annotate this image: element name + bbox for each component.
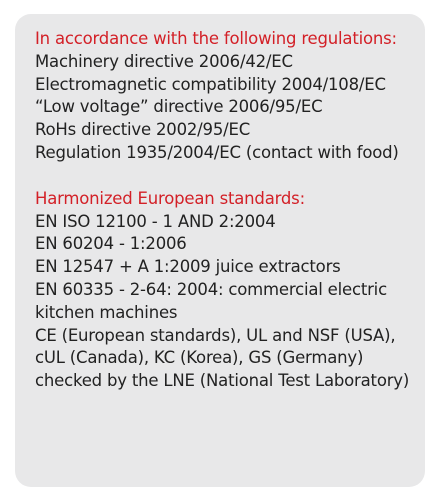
standards-card: [15, 14, 425, 487]
standards-content: [35, 28, 417, 393]
standard-item: EN 12547 + A 1:2009 juice extractors: [35, 257, 341, 277]
standard-item: EN ISO 12100 - 1 AND 2:2004: [35, 211, 276, 231]
standard-item: CE (European standards), UL and NSF (USA), cUL (Canada), KC (Korea), GS (Germany) checked by the LNE (National Test Laboratory): [35, 325, 410, 391]
section-spacer: [35, 165, 417, 188]
standard-item: EN 60335 - 2-64: 2004: commercial electric kitchen machines: [35, 279, 387, 322]
regulation-item: “Low voltage” directive 2006/95/EC: [35, 97, 323, 117]
regulation-item: Regulation 1935/2004/EC (contact with food): [35, 142, 399, 162]
standards-heading: Harmonized European standards:: [35, 188, 305, 208]
regulation-item: Machinery directive 2006/42/EC: [35, 51, 293, 71]
regulation-item: Electromagnetic compatibility 2004/108/EC: [35, 74, 386, 94]
standard-item: EN 60204 - 1:2006: [35, 234, 187, 254]
regulations-heading: In accordance with the following regulations:: [35, 29, 397, 48]
regulation-item: RoHs directive 2002/95/EC: [35, 120, 251, 140]
